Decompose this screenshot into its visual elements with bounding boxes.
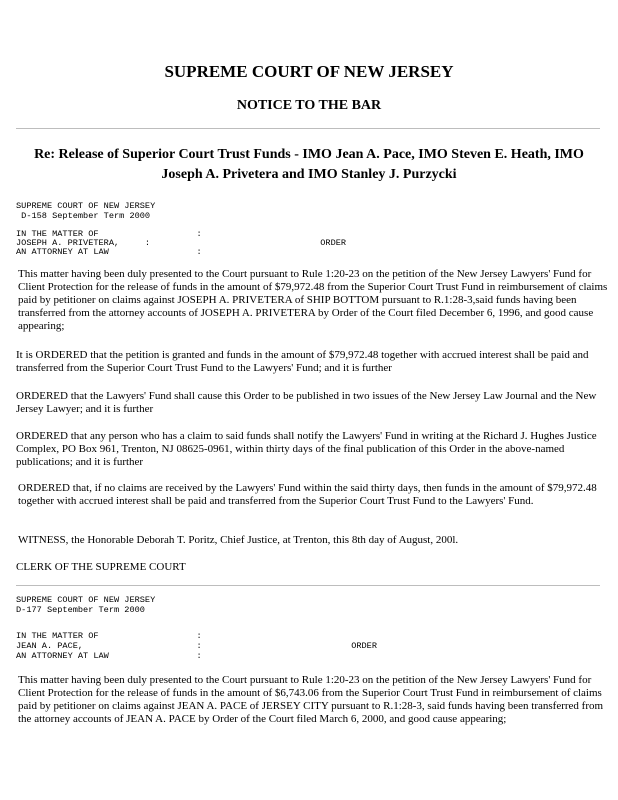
order2-caption-line1: IN THE MATTER OF :	[16, 631, 202, 641]
divider	[16, 585, 600, 586]
order1-caption-docket: D-158 September Term 2000	[16, 211, 151, 221]
order1-paragraph-4: ORDERED that any person who has a claim to said funds shall notify the Lawyers' Fund in writing at the Richard J. Hughes Justice Complex, PO Box 961, Trenton, NJ 08625-0961, within thirty days of the final publication of this Order in the above-named publications; and it is further	[16, 430, 597, 468]
order1-paragraph-3: ORDERED that the Lawyers' Fund shall cause this Order to be published in two issues of the New Jersey Law Journal and the New Jersey Lawyer; and it is further	[16, 390, 597, 415]
order1-paragraph-5: ORDERED that, if no claims are received by the Lawyers' Fund within the said thirty days, then funds in the amount of $79,972.48 together with accrued interest shall be paid and transferred from the Superior Court Trust Fund to the Lawyers' Fund.	[18, 482, 597, 507]
order2-paragraph-1: This matter having been duly presented to the Court pursuant to Rule 1:20-23 on the petition of the New Jersey Lawyers' Fund for Client Protection for the release of funds in the amount of $6,743.06 from the Superior Court Trust Fund in reimbursement of claims paid by petitioner on claims against JEAN A. PACE of JERSEY CITY pursuant to R.1:28-3, said funds having been transferred from the attorney accounts of JEAN A. PACE by Order of the Court filed March 6, 2000, and good cause appearing;	[18, 674, 604, 725]
order2-caption-docket: D-177 September Term 2000	[16, 605, 145, 615]
order1-paragraph-2: It is ORDERED that the petition is granted and funds in the amount of $79,972.48 together with accrued interest shall be paid and transferred from the Superior Court Trust Fund to the Lawyers' Fund; and it is further	[16, 349, 589, 374]
order2-caption-line3: AN ATTORNEY AT LAW :	[16, 651, 202, 661]
order2-caption-court: SUPREME COURT OF NEW JERSEY	[16, 595, 156, 605]
order1-caption-line2: JOSEPH A. PRIVETERA, : ORDER	[16, 238, 347, 248]
order1-paragraph-1: This matter having been duly presented to the Court pursuant to Rule 1:20-23 on the petition of the New Jersey Lawyers' Fund for Client Protection for the release of funds in the amount of $79,972.48 from the Superior Court Trust Fund in reimbursement of claims paid by petitioner on claims against JOSEPH A. PRIVETERA of SHIP BOTTOM pursuant to R.1:28-3,said funds having been transferred from the attorney accounts of JOSEPH A. PRIVETERA by Order of the Court filed December 6, 1996, and good cause appearing;	[18, 268, 608, 332]
court-title: SUPREME COURT OF NEW JERSEY	[164, 62, 454, 81]
order1-witness: WITNESS, the Honorable Deborah T. Poritz, Chief Justice, at Trenton, this 8th day of August, 200l.	[18, 534, 459, 546]
subject-line-2: Joseph A. Privetera and IMO Stanley J. Purzycki	[161, 167, 457, 182]
order1-clerk: CLERK OF THE SUPREME COURT	[16, 561, 186, 573]
divider	[16, 128, 600, 129]
order2-caption-line2: JEAN A. PACE, : ORDER	[16, 641, 377, 651]
notice-title: NOTICE TO THE BAR	[236, 98, 382, 113]
order1-caption-line1: IN THE MATTER OF :	[16, 229, 202, 239]
order1-caption-line3: AN ATTORNEY AT LAW :	[16, 247, 202, 257]
subject-heading	[10, 145, 608, 185]
order1-caption-court: SUPREME COURT OF NEW JERSEY	[16, 201, 156, 211]
subject-line-1: Re: Release of Superior Court Trust Funds - IMO Jean A. Pace, IMO Steven E. Heath, IMO	[34, 147, 584, 162]
